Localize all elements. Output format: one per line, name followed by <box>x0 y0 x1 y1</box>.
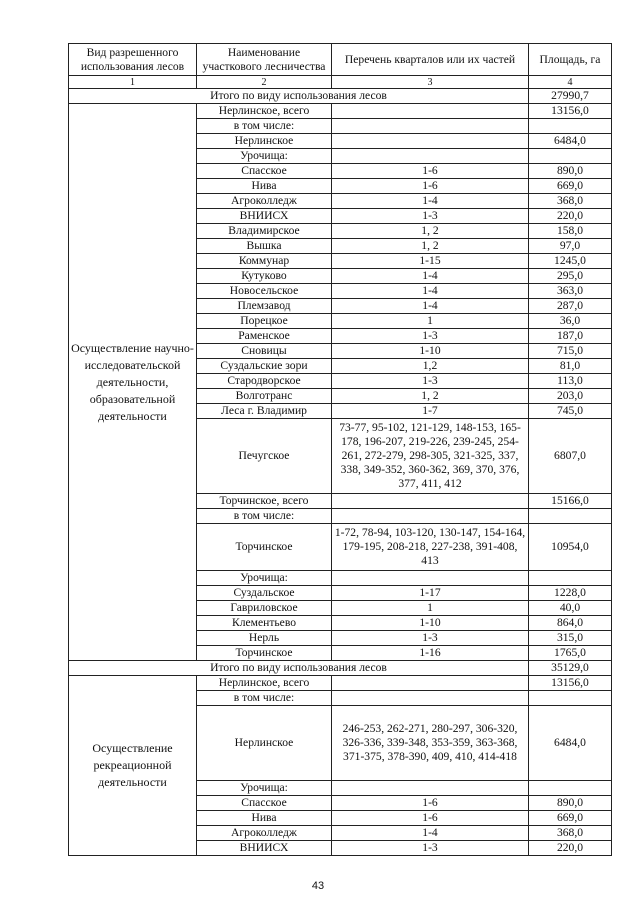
area-value: 295,0 <box>529 269 612 284</box>
area-value <box>529 119 612 134</box>
quarters-list <box>332 104 529 119</box>
quarters-list: 1-4 <box>332 269 529 284</box>
area-value: 13156,0 <box>529 104 612 119</box>
forestry-name: Нерлинское <box>197 706 332 781</box>
area-value <box>529 781 612 796</box>
forestry-name: Печугское <box>197 419 332 494</box>
forestry-name: в том числе: <box>197 119 332 134</box>
area-value: 40,0 <box>529 601 612 616</box>
quarters-list: 1-3 <box>332 209 529 224</box>
forestry-name: Вышка <box>197 239 332 254</box>
column-number: 1 <box>69 76 197 89</box>
forestry-name: Порецкое <box>197 314 332 329</box>
area-value: 745,0 <box>529 404 612 419</box>
area-value: 890,0 <box>529 164 612 179</box>
forestry-name: Агроколледж <box>197 194 332 209</box>
forestry-name: Кутуково <box>197 269 332 284</box>
quarters-list: 1-16 <box>332 646 529 661</box>
forestry-name: Раменское <box>197 329 332 344</box>
forestry-name: Спасское <box>197 796 332 811</box>
quarters-list: 1-10 <box>332 344 529 359</box>
quarters-list: 1, 2 <box>332 389 529 404</box>
forestry-name: Владимирское <box>197 224 332 239</box>
total-value: 27990,7 <box>529 89 612 104</box>
quarters-list: 1-4 <box>332 284 529 299</box>
forestry-name: Урочища: <box>197 571 332 586</box>
area-value: 669,0 <box>529 811 612 826</box>
forestry-name: Торчинское <box>197 646 332 661</box>
page-number: 43 <box>311 880 325 892</box>
header-area: Площадь, га <box>529 44 612 76</box>
quarters-list <box>332 676 529 691</box>
area-value: 368,0 <box>529 826 612 841</box>
quarters-list <box>332 571 529 586</box>
use-category: Осуществление научно-исследовательской деятельности, образовательной деятельности <box>69 104 197 661</box>
area-value: 669,0 <box>529 179 612 194</box>
quarters-list <box>332 494 529 509</box>
header-row <box>69 44 612 76</box>
area-value: 81,0 <box>529 359 612 374</box>
quarters-list <box>332 149 529 164</box>
total-label: Итого по виду использования лесов <box>69 89 529 104</box>
quarters-list: 1-3 <box>332 841 529 856</box>
area-value: 113,0 <box>529 374 612 389</box>
forestry-name: Гавриловское <box>197 601 332 616</box>
area-value: 220,0 <box>529 841 612 856</box>
quarters-list <box>332 134 529 149</box>
forestry-name: Нерль <box>197 631 332 646</box>
quarters-list: 1-15 <box>332 254 529 269</box>
quarters-list: 73-77, 95-102, 121-129, 148-153, 165-178, 196-207, 219-226, 239-245, 254-261, 272-279, 298-305, 321-325, 337, 338, 349-352, 360-362, 369, 370, 376, 377, 411, 412 <box>332 419 529 494</box>
table-row <box>69 104 612 119</box>
area-value: 158,0 <box>529 224 612 239</box>
area-value: 715,0 <box>529 344 612 359</box>
header-forestry: Наименование участкового лесничества <box>197 44 332 76</box>
forest-use-table <box>68 43 612 856</box>
quarters-list: 1-17 <box>332 586 529 601</box>
forestry-name: ВНИИСХ <box>197 209 332 224</box>
area-value <box>529 509 612 524</box>
forestry-name: Спасское <box>197 164 332 179</box>
quarters-list: 1,2 <box>332 359 529 374</box>
area-value: 36,0 <box>529 314 612 329</box>
forestry-name: Нерлинское, всего <box>197 676 332 691</box>
quarters-list: 1-3 <box>332 374 529 389</box>
forestry-name: Торчинское <box>197 524 332 571</box>
area-value <box>529 571 612 586</box>
quarters-list: 1-10 <box>332 616 529 631</box>
forestry-name: Урочища: <box>197 781 332 796</box>
forestry-name: Нива <box>197 179 332 194</box>
forestry-name: Сновицы <box>197 344 332 359</box>
area-value: 13156,0 <box>529 676 612 691</box>
area-value: 6807,0 <box>529 419 612 494</box>
area-value: 220,0 <box>529 209 612 224</box>
quarters-list: 1 <box>332 601 529 616</box>
area-value: 6484,0 <box>529 706 612 781</box>
quarters-list: 1-3 <box>332 631 529 646</box>
forestry-name: Суздальское <box>197 586 332 601</box>
area-value: 368,0 <box>529 194 612 209</box>
total-row <box>69 661 612 676</box>
quarters-list: 1-72, 78-94, 103-120, 130-147, 154-164, 179-195, 208-218, 227-238, 391-408, 413 <box>332 524 529 571</box>
area-value: 890,0 <box>529 796 612 811</box>
area-value: 1765,0 <box>529 646 612 661</box>
forestry-name: Новосельское <box>197 284 332 299</box>
quarters-list: 246-253, 262-271, 280-297, 306-320, 326-336, 339-348, 353-359, 363-368, 371-375, 378-390, 409, 410, 414-418 <box>332 706 529 781</box>
area-value: 97,0 <box>529 239 612 254</box>
forestry-name: Клементьево <box>197 616 332 631</box>
area-value: 363,0 <box>529 284 612 299</box>
header-quarters: Перечень кварталов или их частей <box>332 44 529 76</box>
quarters-list: 1-6 <box>332 811 529 826</box>
area-value <box>529 149 612 164</box>
area-value: 1228,0 <box>529 586 612 601</box>
forestry-name: в том числе: <box>197 691 332 706</box>
forestry-name: Агроколледж <box>197 826 332 841</box>
quarters-list <box>332 781 529 796</box>
column-number: 3 <box>332 76 529 89</box>
quarters-list: 1-6 <box>332 179 529 194</box>
forestry-name: в том числе: <box>197 509 332 524</box>
total-value: 35129,0 <box>529 661 612 676</box>
quarters-list <box>332 119 529 134</box>
quarters-list: 1-7 <box>332 404 529 419</box>
area-value: 287,0 <box>529 299 612 314</box>
total-label: Итого по виду использования лесов <box>69 661 529 676</box>
area-value: 315,0 <box>529 631 612 646</box>
forestry-name: Торчинское, всего <box>197 494 332 509</box>
quarters-list: 1, 2 <box>332 224 529 239</box>
forestry-name: Волготранс <box>197 389 332 404</box>
column-number: 4 <box>529 76 612 89</box>
quarters-list: 1-4 <box>332 826 529 841</box>
forestry-name: Суздальские зори <box>197 359 332 374</box>
forestry-name: Стародворское <box>197 374 332 389</box>
area-value: 864,0 <box>529 616 612 631</box>
forestry-name: Племзавод <box>197 299 332 314</box>
quarters-list: 1-3 <box>332 329 529 344</box>
header-use-type: Вид разрешенного использования лесов <box>69 44 197 76</box>
quarters-list: 1-6 <box>332 164 529 179</box>
quarters-list: 1-4 <box>332 194 529 209</box>
area-value: 10954,0 <box>529 524 612 571</box>
column-number-row <box>69 76 612 89</box>
quarters-list: 1, 2 <box>332 239 529 254</box>
area-value <box>529 691 612 706</box>
quarters-list <box>332 691 529 706</box>
forestry-name: ВНИИСХ <box>197 841 332 856</box>
quarters-list: 1 <box>332 314 529 329</box>
use-category: Осуществление рекреационной деятельности <box>69 676 197 856</box>
forestry-name: Нива <box>197 811 332 826</box>
quarters-list <box>332 509 529 524</box>
total-row <box>69 89 612 104</box>
quarters-list: 1-6 <box>332 796 529 811</box>
forestry-name: Нерлинское <box>197 134 332 149</box>
forestry-name: Коммунар <box>197 254 332 269</box>
forestry-name: Урочища: <box>197 149 332 164</box>
column-number: 2 <box>197 76 332 89</box>
forestry-name: Нерлинское, всего <box>197 104 332 119</box>
area-value: 15166,0 <box>529 494 612 509</box>
forestry-name: Леса г. Владимир <box>197 404 332 419</box>
area-value: 6484,0 <box>529 134 612 149</box>
area-value: 203,0 <box>529 389 612 404</box>
area-value: 187,0 <box>529 329 612 344</box>
quarters-list: 1-4 <box>332 299 529 314</box>
table-row <box>69 676 612 691</box>
area-value: 1245,0 <box>529 254 612 269</box>
